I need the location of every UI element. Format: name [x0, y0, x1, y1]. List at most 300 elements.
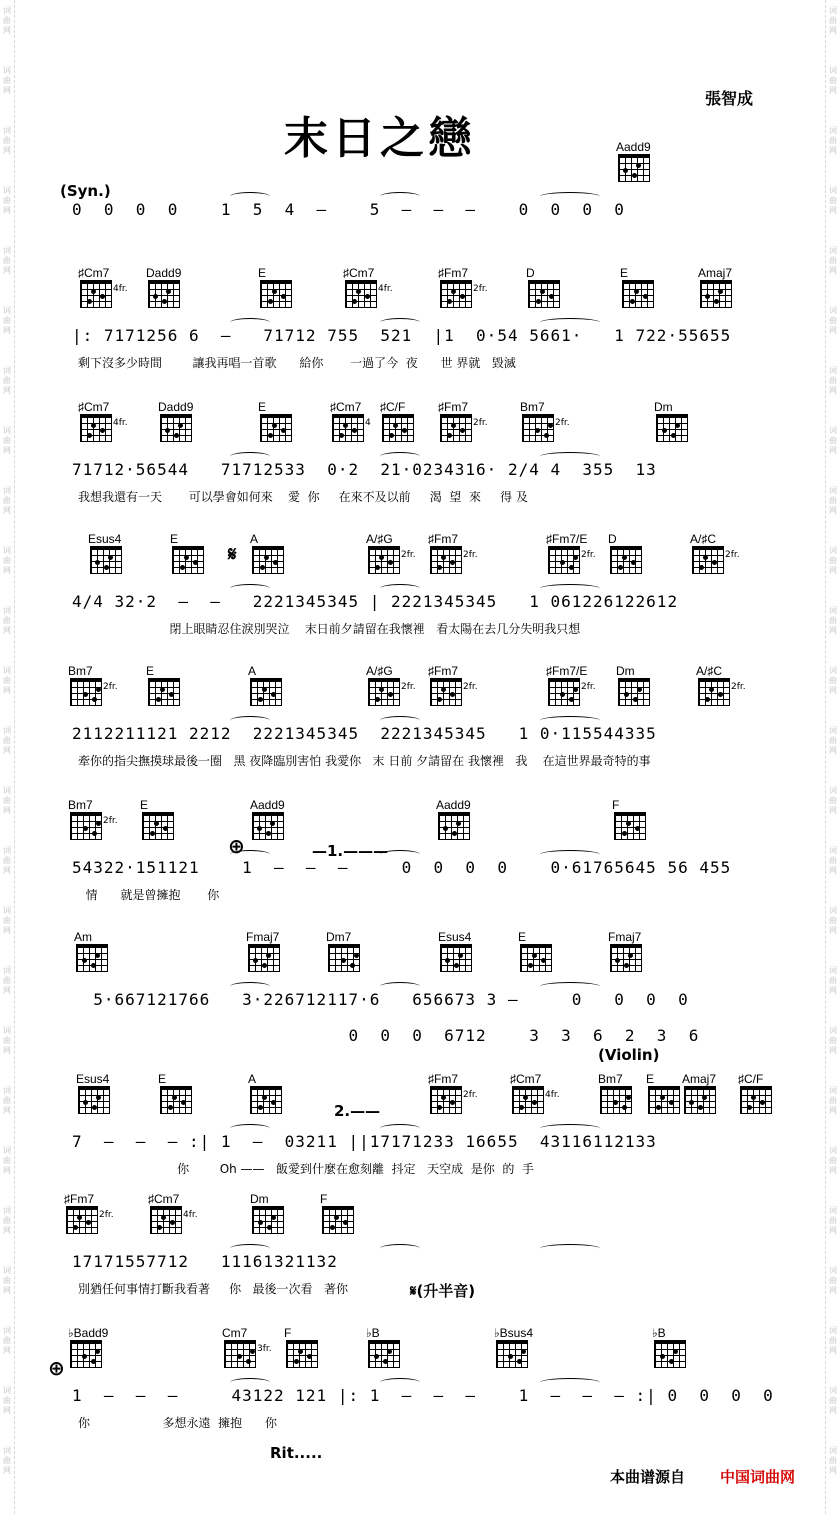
watermark-glyph: 曲: [3, 1276, 11, 1285]
chord-grid: [618, 156, 650, 182]
chord-name: E: [258, 400, 267, 414]
fret-label: 2fr.: [463, 682, 478, 692]
watermark-glyph: 词: [829, 906, 837, 915]
chord-name: A: [248, 1072, 257, 1086]
chord-grid: [700, 282, 732, 308]
fret-label: 2fr.: [725, 550, 740, 560]
watermark-glyph: 词: [829, 1386, 837, 1395]
chord-name: ♯C/F: [380, 400, 406, 414]
watermark-glyph: 词: [3, 1446, 11, 1455]
watermark-glyph: 词: [3, 966, 11, 975]
slur: [230, 1124, 270, 1133]
watermark-glyph: 词: [3, 6, 11, 15]
chord-grid: [172, 548, 204, 574]
slur: [540, 452, 600, 461]
source-site[interactable]: 中国词曲网: [720, 1468, 796, 1486]
chord-grid: [438, 814, 470, 840]
chord-name: A: [248, 664, 257, 678]
chord-grid: [614, 814, 646, 840]
chord-name: Esus4: [76, 1072, 110, 1086]
watermark-glyph: 网: [3, 1106, 11, 1115]
watermark-glyph: 网: [829, 566, 837, 575]
chord-name: ♯Fm7/E: [546, 532, 588, 546]
fret-label: 2fr.: [463, 550, 478, 560]
score-mark: (Violin): [598, 1046, 660, 1064]
chord-grid: [528, 282, 560, 308]
chord-name: Dadd9: [158, 400, 194, 414]
fret-label: 2fr.: [103, 816, 118, 826]
watermark-glyph: 词: [3, 486, 11, 495]
chord-grid: [548, 548, 580, 574]
notation-line: 54322·151121 1 — — — 0 0 0 0 0·61765645 56 455: [72, 858, 732, 877]
chord-grid: [70, 814, 102, 840]
fret-label: 4fr.: [183, 1210, 198, 1220]
slur: [230, 1378, 270, 1387]
chord-name: Bm7: [520, 400, 545, 414]
slur: [380, 584, 420, 593]
watermark-glyph: 曲: [3, 496, 11, 505]
watermark-glyph: 曲: [829, 1096, 837, 1105]
watermark-glyph: 词: [3, 66, 11, 75]
watermark-glyph: 词: [829, 1266, 837, 1275]
notation-line: 17171557712 11161321132: [72, 1252, 338, 1271]
left-watermark-strip: [0, 0, 15, 1514]
chord-name: E: [620, 266, 629, 280]
watermark-glyph: 网: [3, 806, 11, 815]
chord-name: Fmaj7: [246, 930, 280, 944]
slur: [540, 318, 600, 327]
chord-name: ♯Fm7: [428, 664, 458, 678]
watermark-glyph: 曲: [3, 1456, 11, 1465]
fret-label: 3fr.: [257, 1344, 272, 1354]
watermark-glyph: 词: [3, 186, 11, 195]
watermark-glyph: 曲: [829, 1336, 837, 1345]
watermark-glyph: 网: [829, 1226, 837, 1235]
slur: [230, 850, 270, 859]
chord-grid: [328, 946, 360, 972]
chord-name: ♯C/F: [738, 1072, 764, 1086]
fret-label: 4: [365, 418, 371, 428]
notation-line: 1 — — — 43122 121 |: 1 — — — 1 — — — :| 0 0 0 0: [72, 1386, 774, 1405]
watermark-glyph: 词: [829, 966, 837, 975]
chord-grid: [70, 1342, 102, 1368]
lyric-line: 情 就是曾擁抱 你: [78, 888, 220, 902]
watermark-glyph: 曲: [3, 736, 11, 745]
score-mark: ⊕: [48, 1356, 65, 1380]
watermark-glyph: 曲: [829, 676, 837, 685]
watermark-glyph: 词: [3, 426, 11, 435]
chord-name: Cm7: [222, 1326, 248, 1340]
chord-name: Bm7: [68, 664, 93, 678]
watermark-glyph: 曲: [3, 1156, 11, 1165]
score-mark: ⊕: [228, 834, 245, 858]
watermark-glyph: 网: [829, 1346, 837, 1355]
fret-label: 2fr.: [581, 682, 596, 692]
chord-grid: [610, 946, 642, 972]
lyric-line: 剩下沒多少時間 讓我再唱一首歌 給你 一過了今 夜 世 界就 毀滅: [78, 356, 516, 370]
watermark-glyph: 曲: [3, 76, 11, 85]
chord-name: ♯Cm7: [330, 400, 362, 414]
watermark-glyph: 词: [829, 1086, 837, 1095]
chord-grid: [160, 416, 192, 442]
watermark-glyph: 曲: [3, 436, 11, 445]
chord-grid: [80, 282, 112, 308]
slur: [540, 850, 600, 859]
watermark-glyph: 曲: [3, 136, 11, 145]
slur: [230, 1244, 270, 1253]
chord-grid: [648, 1088, 680, 1114]
watermark-glyph: 词: [829, 846, 837, 855]
watermark-glyph: 词: [829, 1446, 837, 1455]
chord-grid: [610, 548, 642, 574]
chord-name: ♭B: [652, 1326, 666, 1340]
watermark-glyph: 曲: [829, 136, 837, 145]
watermark-glyph: 词: [3, 846, 11, 855]
chord-name: Dm: [654, 400, 673, 414]
watermark-glyph: 词: [3, 606, 11, 615]
watermark-glyph: 曲: [3, 1336, 11, 1345]
chord-name: Dm7: [326, 930, 352, 944]
chord-grid: [80, 416, 112, 442]
watermark-glyph: 词: [3, 366, 11, 375]
watermark-glyph: 网: [829, 326, 837, 335]
watermark-glyph: 网: [3, 1406, 11, 1415]
watermark-glyph: 词: [829, 366, 837, 375]
watermark-glyph: 网: [3, 26, 11, 35]
chord-grid: [252, 814, 284, 840]
chord-name: ♯Fm7: [438, 400, 468, 414]
slur: [380, 1244, 420, 1253]
chord-grid: [90, 548, 122, 574]
chord-grid: [148, 282, 180, 308]
chord-grid: [368, 680, 400, 706]
chord-grid: [70, 680, 102, 706]
slur: [540, 1244, 600, 1253]
slur: [230, 716, 270, 725]
watermark-glyph: 网: [829, 1166, 837, 1175]
chord-name: F: [612, 798, 620, 812]
chord-name: Bm7: [68, 798, 93, 812]
watermark-glyph: 曲: [3, 556, 11, 565]
source-label: 本曲谱源自: [610, 1468, 686, 1486]
watermark-glyph: 词: [3, 1146, 11, 1155]
chord-grid: [345, 282, 377, 308]
watermark-glyph: 网: [3, 746, 11, 755]
composer: 張智成: [705, 89, 754, 108]
chord-grid: [692, 548, 724, 574]
fret-label: 4fr.: [113, 284, 128, 294]
chord-name: Fmaj7: [608, 930, 642, 944]
watermark-glyph: 词: [829, 186, 837, 195]
watermark-glyph: 词: [829, 1326, 837, 1335]
watermark-glyph: 网: [829, 746, 837, 755]
watermark-glyph: 词: [3, 906, 11, 915]
slur: [230, 452, 270, 461]
chord-name: ♯Cm7: [148, 1192, 180, 1206]
watermark-glyph: 词: [3, 1386, 11, 1395]
chord-grid: [430, 548, 462, 574]
chord-grid: [252, 1208, 284, 1234]
chord-name: ♯Cm7: [343, 266, 375, 280]
watermark-glyph: 网: [829, 146, 837, 155]
chord-grid: [76, 946, 108, 972]
chord-name: Aadd9: [436, 798, 471, 812]
slur: [380, 1124, 420, 1133]
chord-name: ♯Cm7: [78, 266, 110, 280]
chord-name: E: [258, 266, 267, 280]
chord-grid: [368, 1342, 400, 1368]
lyric-line: 你 Oh —— 飯愛到什麼在愈刻離 抖定 天空成 是你 的 手: [78, 1162, 534, 1176]
watermark-glyph: 词: [3, 1086, 11, 1095]
watermark-glyph: 网: [3, 446, 11, 455]
chord-grid: [248, 946, 280, 972]
watermark-glyph: 网: [829, 446, 837, 455]
chord-name: ♯Fm7/E: [546, 664, 588, 678]
watermark-glyph: 词: [829, 786, 837, 795]
watermark-glyph: 词: [829, 306, 837, 315]
chord-name: D: [526, 266, 535, 280]
slur: [380, 452, 420, 461]
slur: [540, 982, 600, 991]
chord-grid: [150, 1208, 182, 1234]
watermark-glyph: 曲: [829, 796, 837, 805]
watermark-glyph: 曲: [829, 196, 837, 205]
chord-name: F: [284, 1326, 292, 1340]
watermark-glyph: 词: [829, 1026, 837, 1035]
notation-line: |: 7171256 6 — 71712 755 521 |1 0·54 5661· 1 722·55655: [72, 326, 732, 345]
lyric-line: 閉上眼睛忍住淚別哭泣 末日前夕請留在我懷裡 看太陽在去几分失明我只想: [78, 622, 581, 636]
lyric-line: 我想我還有一天 可以學會如何來 愛 你 在來不及以前 渴 望 來 得 及: [78, 490, 528, 504]
chord-name: D: [608, 532, 617, 546]
chord-name: A/♯G: [366, 664, 393, 678]
chord-name: E: [146, 664, 155, 678]
watermark-glyph: 词: [3, 1326, 11, 1335]
watermark-glyph: 网: [829, 26, 837, 35]
chord-name: ♯Fm7: [438, 266, 468, 280]
watermark-glyph: 词: [3, 306, 11, 315]
notation-line: 2112211121 2212 2221345345 2221345345 1 0·115544335: [72, 724, 657, 743]
chord-grid: [656, 416, 688, 442]
chord-grid: [654, 1342, 686, 1368]
chord-grid: [440, 282, 472, 308]
fret-label: 2fr.: [581, 550, 596, 560]
slur: [380, 850, 420, 859]
watermark-glyph: 网: [3, 1166, 11, 1175]
watermark-glyph: 网: [829, 686, 837, 695]
chord-grid: [600, 1088, 632, 1114]
chord-name: E: [158, 1072, 167, 1086]
chord-grid: [622, 282, 654, 308]
watermark-glyph: 词: [829, 726, 837, 735]
watermark-glyph: 词: [829, 126, 837, 135]
watermark-glyph: 曲: [829, 1036, 837, 1045]
watermark-glyph: 网: [3, 1346, 11, 1355]
chord-grid: [548, 680, 580, 706]
watermark-glyph: 曲: [3, 916, 11, 925]
song-title: 末日之戀: [284, 113, 476, 164]
watermark-glyph: 网: [3, 1046, 11, 1055]
chord-grid: [250, 680, 282, 706]
chord-name: A/♯C: [696, 664, 723, 678]
watermark-glyph: 网: [829, 266, 837, 275]
slur: [380, 716, 420, 725]
chord-grid: [160, 1088, 192, 1114]
chord-grid: [142, 814, 174, 840]
watermark-glyph: 词: [3, 1206, 11, 1215]
watermark-glyph: 网: [3, 266, 11, 275]
watermark-glyph: 网: [829, 866, 837, 875]
watermark-glyph: 词: [829, 246, 837, 255]
slur: [230, 192, 270, 201]
watermark-glyph: 曲: [829, 1276, 837, 1285]
watermark-glyph: 网: [829, 86, 837, 95]
chord-grid: [224, 1342, 256, 1368]
chord-name: A: [250, 532, 259, 546]
chord-grid: [684, 1088, 716, 1114]
slur: [380, 1378, 420, 1387]
watermark-glyph: 曲: [3, 16, 11, 25]
chord-name: ♯Fm7: [64, 1192, 94, 1206]
fret-label: 2fr.: [401, 682, 416, 692]
watermark-glyph: 网: [3, 986, 11, 995]
fret-label: 2fr.: [473, 284, 488, 294]
watermark-glyph: 网: [829, 926, 837, 935]
watermark-glyph: 网: [829, 1406, 837, 1415]
watermark-glyph: 网: [829, 206, 837, 215]
score-mark: 2.——: [334, 1102, 381, 1120]
chord-name: ♯Fm7: [428, 532, 458, 546]
watermark-glyph: 曲: [829, 316, 837, 325]
watermark-glyph: 词: [3, 546, 11, 555]
watermark-glyph: 曲: [3, 256, 11, 265]
watermark-glyph: 曲: [829, 496, 837, 505]
notation-line-violin: 0 0 0 6712 3 3 6 2 3 6: [72, 1026, 700, 1045]
right-watermark-strip: [825, 0, 840, 1514]
watermark-glyph: 曲: [829, 916, 837, 925]
chord-grid: [332, 416, 364, 442]
chord-name: F: [320, 1192, 328, 1206]
chord-grid: [512, 1088, 544, 1114]
watermark-glyph: 词: [829, 66, 837, 75]
lyric-line: 牽你的指尖撫摸球最後一圈 黑 夜降臨別害怕 我愛你 末 日前 夕請留在 我懷裡 我 在這世界最奇特的事: [78, 754, 651, 768]
chord-grid: [250, 1088, 282, 1114]
slur: [540, 716, 600, 725]
fret-label: 4fr.: [545, 1090, 560, 1100]
watermark-glyph: 网: [3, 926, 11, 935]
watermark-glyph: 词: [3, 126, 11, 135]
watermark-glyph: 曲: [3, 1036, 11, 1045]
watermark-glyph: 网: [829, 1466, 837, 1475]
chord-name: Amaj7: [698, 266, 733, 280]
slur: [540, 1378, 600, 1387]
watermark-glyph: 词: [829, 666, 837, 675]
chord-name: Esus4: [438, 930, 472, 944]
watermark-glyph: 曲: [829, 256, 837, 265]
watermark-glyph: 曲: [829, 616, 837, 625]
chord-grid: [440, 946, 472, 972]
watermark-glyph: 曲: [829, 1456, 837, 1465]
watermark-glyph: 网: [3, 506, 11, 515]
chord-grid: [148, 680, 180, 706]
watermark-glyph: 词: [829, 1146, 837, 1155]
watermark-glyph: 网: [3, 86, 11, 95]
watermark-glyph: 词: [3, 246, 11, 255]
watermark-glyph: 词: [3, 666, 11, 675]
watermark-glyph: 词: [3, 1026, 11, 1035]
chord-grid: [430, 1088, 462, 1114]
chord-grid: [740, 1088, 772, 1114]
chord-grid: [260, 282, 292, 308]
watermark-glyph: 网: [3, 1466, 11, 1475]
chord-name: Dm: [250, 1192, 269, 1206]
slur: [230, 318, 270, 327]
score-mark: Rit.....: [270, 1444, 323, 1462]
notation-line: 4/4 32·2 — — 2221345345 | 2221345345 1 061226122612: [72, 592, 679, 611]
fret-label: 4fr.: [113, 418, 128, 428]
watermark-glyph: 曲: [3, 616, 11, 625]
watermark-glyph: 网: [829, 1106, 837, 1115]
chord-grid: [260, 416, 292, 442]
watermark-glyph: 曲: [3, 196, 11, 205]
chord-grid: [286, 1342, 318, 1368]
chord-name: ♭Bsus4: [494, 1326, 534, 1340]
chord-name: Esus4: [88, 532, 122, 546]
chord-name: Aadd9: [250, 798, 285, 812]
chord-grid: [520, 946, 552, 972]
watermark-glyph: 网: [829, 626, 837, 635]
chord-name: E: [518, 930, 527, 944]
watermark-glyph: 曲: [3, 976, 11, 985]
watermark-glyph: 曲: [3, 856, 11, 865]
watermark-glyph: 网: [829, 1046, 837, 1055]
notation-line: 71712·56544 71712533 0·2 21·0234316· 2/4 4 355 13: [72, 460, 657, 479]
fret-label: 2fr.: [463, 1090, 478, 1100]
chord-grid: [430, 680, 462, 706]
chord-name: ♯Fm7: [428, 1072, 458, 1086]
watermark-glyph: 词: [829, 6, 837, 15]
fret-label: 4fr.: [378, 284, 393, 294]
chord-name: Aadd9: [616, 140, 651, 154]
slur: [540, 192, 600, 201]
watermark-glyph: 网: [829, 986, 837, 995]
chord-name: Am: [74, 930, 92, 944]
watermark-glyph: 网: [3, 866, 11, 875]
watermark-glyph: 网: [3, 386, 11, 395]
chord-name: Amaj7: [682, 1072, 717, 1086]
score-mark: —1.———: [312, 842, 389, 860]
chord-grid: [322, 1208, 354, 1234]
watermark-glyph: 词: [3, 786, 11, 795]
watermark-glyph: 网: [3, 626, 11, 635]
watermark-glyph: 词: [829, 1206, 837, 1215]
watermark-glyph: 曲: [3, 796, 11, 805]
chord-name: E: [170, 532, 179, 546]
chord-grid: [368, 548, 400, 574]
chord-name: ♭Badd9: [68, 1326, 109, 1340]
fret-label: 2fr.: [401, 550, 416, 560]
chord-name: ♯Cm7: [78, 400, 110, 414]
watermark-glyph: 网: [3, 1226, 11, 1235]
chord-name: Bm7: [598, 1072, 623, 1086]
watermark-glyph: 曲: [829, 1216, 837, 1225]
chord-name: E: [646, 1072, 655, 1086]
chord-name: A/♯C: [690, 532, 717, 546]
fret-label: 2fr.: [99, 1210, 114, 1220]
fret-label: 2fr.: [731, 682, 746, 692]
watermark-glyph: 词: [829, 486, 837, 495]
chord-grid: [252, 548, 284, 574]
watermark-glyph: 曲: [3, 1216, 11, 1225]
